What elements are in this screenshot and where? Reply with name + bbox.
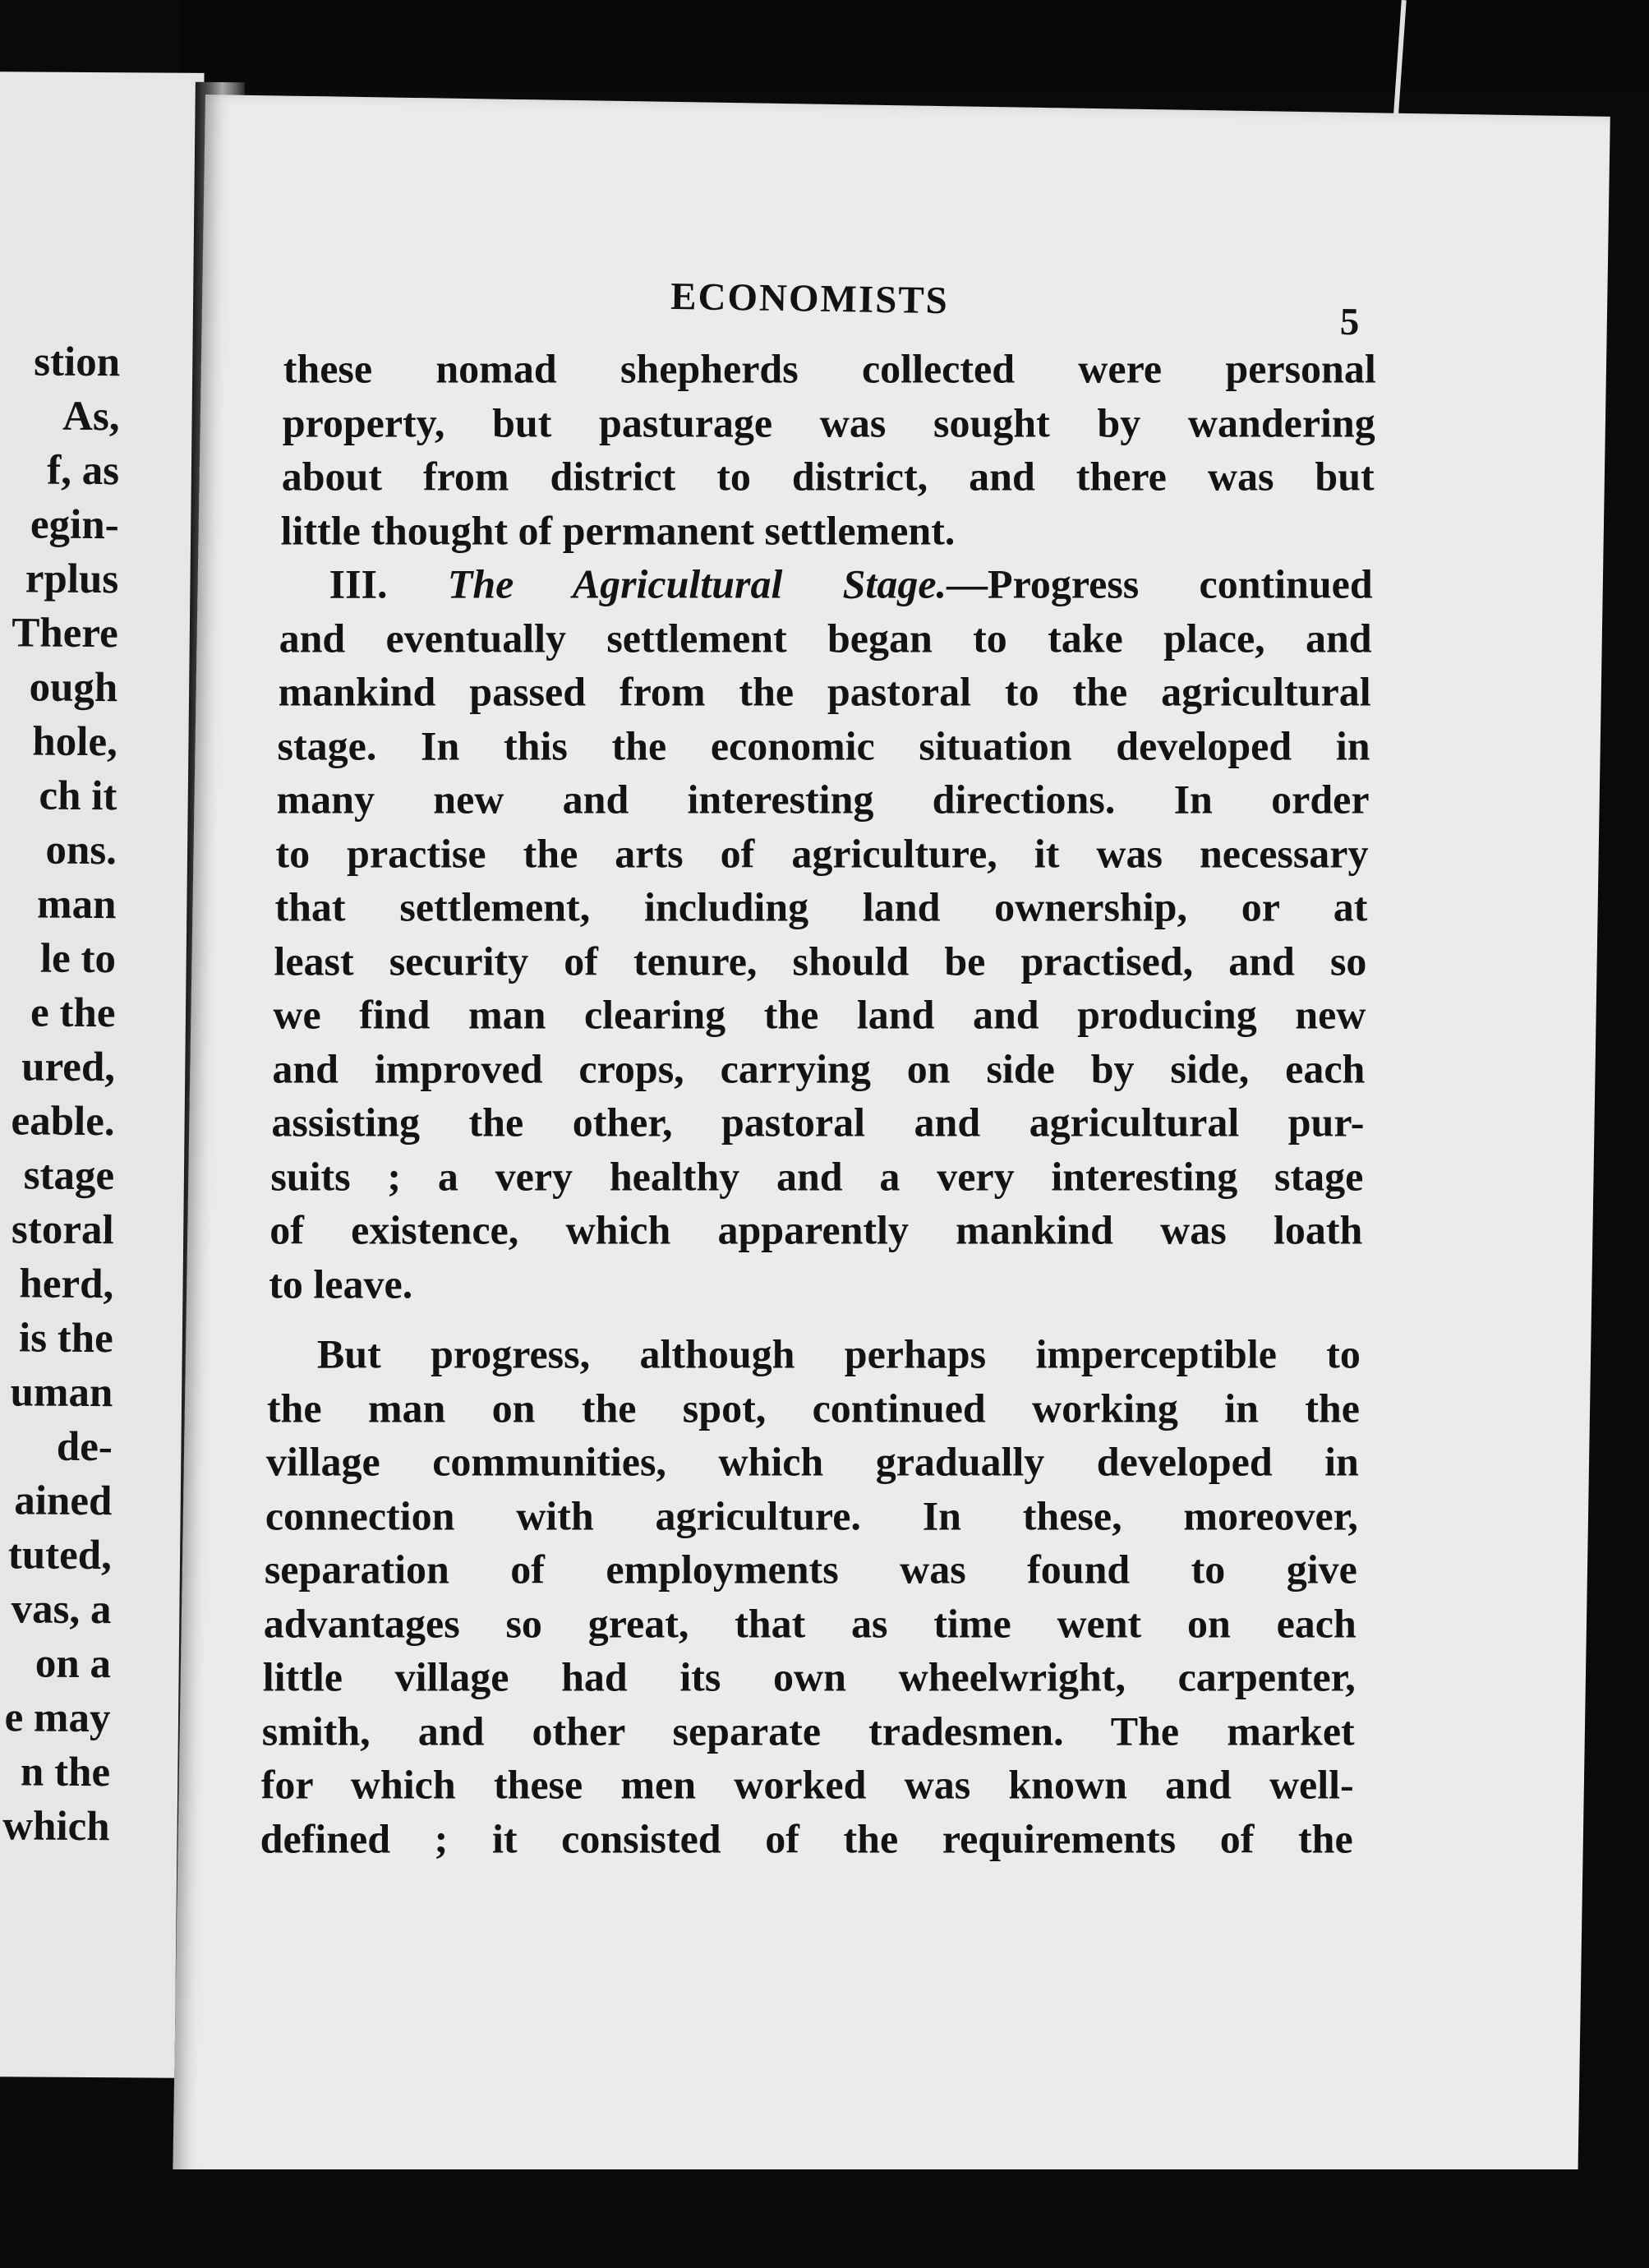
text-line: about from district to district, and there was but (281, 453, 1375, 500)
text-line: of existence, which apparently mankind was loath (269, 1206, 1363, 1253)
left-page-line: ons. (45, 827, 117, 874)
running-head: ECONOMISTS (670, 274, 950, 323)
section-number: III. (329, 560, 388, 607)
left-page-line: herd, (19, 1261, 114, 1308)
left-page-line: f, as (47, 447, 120, 495)
paragraph-2-first-line (280, 557, 1373, 611)
text-line: assisting the other, pastoral and agricultural pur- (271, 1099, 1365, 1146)
text-line: and eventually settlement began to take place, and (279, 614, 1372, 661)
paragraph-2 (269, 558, 1373, 1329)
text-line: that settlement, including land ownership, or at (274, 883, 1368, 930)
left-page-text (0, 334, 120, 1854)
left-page-line: uman (10, 1369, 113, 1417)
left-page-line: de- (56, 1423, 113, 1471)
page-number: 5 (1339, 300, 1360, 344)
left-page-line: which (2, 1803, 110, 1851)
left-page-line: There (12, 610, 118, 657)
text-line: stage. In this the economic situation developed in (277, 721, 1370, 768)
scanner-background-top (181, 0, 1649, 90)
left-page-line: on a (35, 1640, 112, 1688)
left-page-line: rplus (25, 555, 119, 603)
left-page-line: eable. (11, 1098, 115, 1146)
left-page-line: egin- (30, 501, 119, 549)
text-line: property, but pasturage was sought by wandering (282, 399, 1375, 446)
left-page-line: man (36, 881, 117, 929)
left-page-line: As, (62, 393, 120, 440)
left-page-line: le to (39, 935, 117, 983)
text-line: But progress, although perhaps imperceptible to (316, 1330, 1361, 1377)
text-line: to leave. (269, 1260, 413, 1307)
text-line: and improved crops, carrying on side by side, each (272, 1044, 1366, 1091)
left-page-line: storal (11, 1206, 114, 1254)
text-line: little village had its own wheelwright, carpenter, (262, 1653, 1356, 1700)
text-line: we find man clearing the land and producing new (273, 991, 1366, 1038)
left-page-line: ough (29, 664, 118, 712)
scanner-background-bottom (0, 2169, 1649, 2268)
body-text (260, 343, 1376, 1883)
text-line: separation of employments was found to give (264, 1546, 1357, 1593)
text-line: these nomad shepherds collected were personal (283, 345, 1376, 392)
left-page-line: e may (4, 1694, 111, 1742)
left-page-line: stage (23, 1152, 115, 1200)
text-line: smith, and other separate tradesmen. The market (261, 1707, 1355, 1754)
text-line: least security of tenure, should be practised, and so (274, 937, 1367, 984)
left-page-line: vas, a (11, 1586, 112, 1634)
text-line: advantages so great, that as time went on each (263, 1599, 1357, 1646)
left-page-line: hole, (32, 718, 118, 766)
text-line: little thought of permanent settlement. (280, 507, 956, 554)
left-page-line: is the (18, 1315, 113, 1362)
section-title: The Agricultural Stage. (447, 560, 947, 607)
text-line: suits ; a very healthy and a very interesting stage (270, 1152, 1364, 1199)
right-page (173, 94, 1610, 2200)
paragraph-1 (280, 343, 1376, 575)
text-line: mankind passed from the pastoral to the agricultural (278, 668, 1371, 715)
left-page-line: e the (30, 989, 116, 1037)
text-line: many new and interesting directions. In order (276, 776, 1370, 823)
left-page-line: ured, (21, 1044, 116, 1091)
text-line: to practise the arts of agriculture, it was necessary (275, 829, 1369, 876)
left-page-line: n the (20, 1749, 111, 1796)
text-line: the man on the spot, continued working in the (266, 1384, 1360, 1431)
text-line: defined ; it consisted of the requirements of the (260, 1814, 1353, 1861)
left-page-line: tuted, (7, 1532, 113, 1579)
paragraph-2-first-line-rest: —Progress continued (947, 560, 1373, 607)
left-facing-page (0, 71, 205, 2078)
left-page-line: ained (14, 1477, 113, 1525)
text-line: connection with agriculture. In these, moreover, (265, 1491, 1358, 1538)
paragraph-3 (260, 1327, 1361, 1883)
text-line: village communities, which gradually developed in (265, 1438, 1359, 1485)
left-page-line: ch it (39, 772, 117, 820)
text-line: for which these men worked was known and well- (260, 1761, 1354, 1808)
left-page-line: stion (33, 339, 121, 386)
